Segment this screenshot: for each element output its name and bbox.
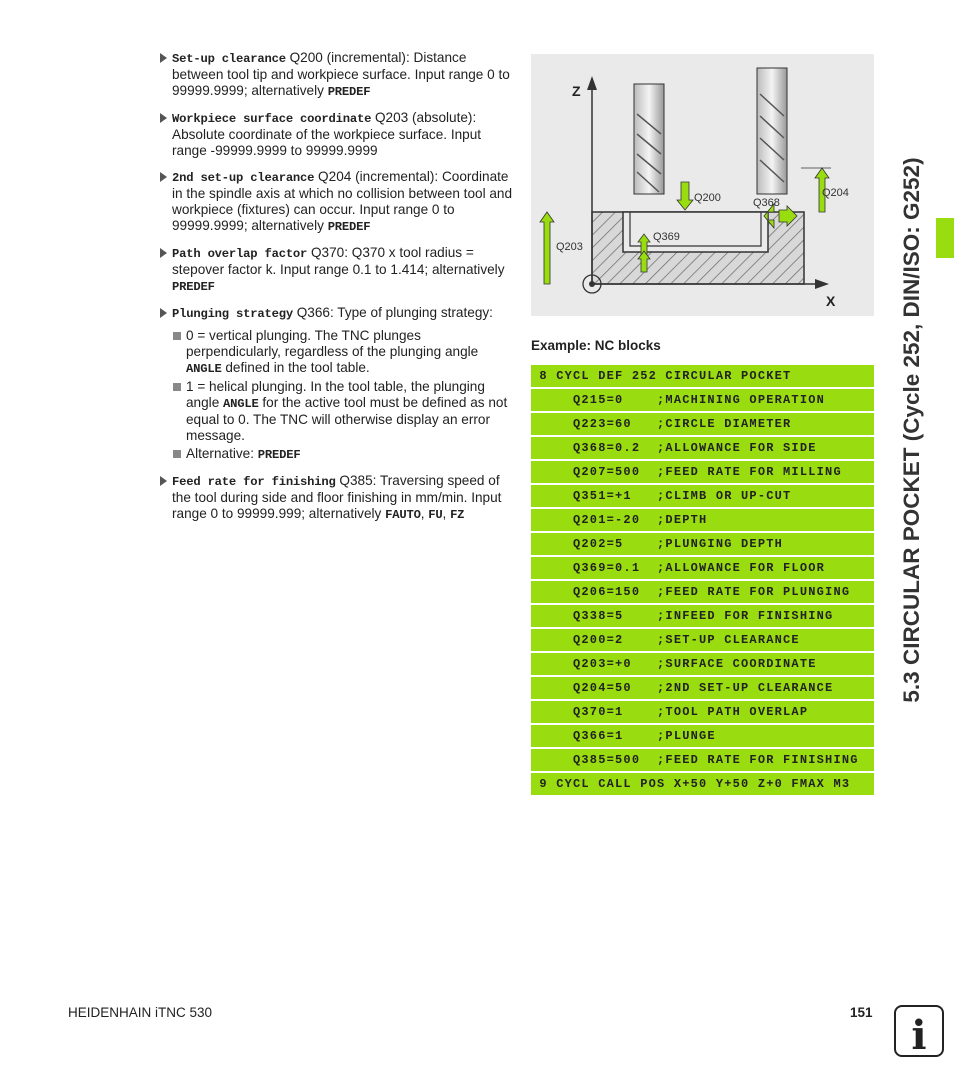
nc-row: 9 CYCL CALL POS X+50 Y+50 Z+0 FMAX M3 <box>531 773 874 795</box>
triangle-bullet-icon <box>160 308 167 318</box>
sub-item-vertical <box>160 328 516 377</box>
param-plunging-strategy <box>160 305 516 322</box>
label-q200: Q200 <box>694 192 721 204</box>
param-feed-finishing: Feed rate for finishing Q385: Traversing speed of the tool during side and floor finishing in mm/min. Input range 0 to 99999.999; alternatively FAUTO, FU, FZ <box>160 473 516 523</box>
nc-row: Q201=-20 ;DEPTH <box>531 509 874 531</box>
param-label: Plunging strategy <box>172 307 293 321</box>
param-path-overlap <box>160 245 516 295</box>
square-bullet-icon <box>173 383 181 391</box>
nc-row: Q338=5 ;INFEED FOR FINISHING <box>531 605 874 627</box>
footer-product: HEIDENHAIN iTNC 530 <box>68 1005 213 1020</box>
param-workpiece-surface <box>160 110 516 159</box>
param-code: PREDEF <box>327 85 371 99</box>
param-label: Path overlap factor <box>172 247 308 261</box>
nc-row: Q368=0.2 ;ALLOWANCE FOR SIDE <box>531 437 874 459</box>
z-axis-arrow-icon <box>587 76 597 90</box>
sub-text: 0 = vertical plunging. The TNC plunges perpendicularly, regardless of the plunging angle <box>186 328 479 359</box>
tool-left-shape <box>634 84 664 194</box>
label-q368: Q368 <box>753 197 780 209</box>
nc-row: Q366=1 ;PLUNGE <box>531 725 874 747</box>
sub-item-alternative <box>160 446 516 463</box>
nc-row: Q370=1 ;TOOL PATH OVERLAP <box>531 701 874 723</box>
sub-item-helical <box>160 379 516 444</box>
parameter-list <box>160 50 516 533</box>
triangle-bullet-icon <box>160 248 167 258</box>
param-text: Q204 (incremental): Coordinate in the spindle axis at which no collision between tool and workpiece (fixtures) can occur. Input range 0 to 99999.9999; alternatively <box>172 169 513 233</box>
info-letter: i <box>911 1012 927 1055</box>
arrow-q200-icon <box>677 182 693 210</box>
sub-code: ANGLE <box>186 362 222 376</box>
param-label: 2nd set-up clearance <box>172 171 315 185</box>
arrow-q203-icon <box>540 212 554 284</box>
param-text: Q370: Q370 x tool radius = stepover factor k. Input range 0.1 to 1.414; alternatively <box>172 245 505 277</box>
param-code: PREDEF <box>172 280 215 294</box>
nc-row: Q207=500 ;FEED RATE FOR MILLING <box>531 461 874 483</box>
pocket-diagram-svg <box>531 54 874 316</box>
param-label: Workpiece surface coordinate <box>172 112 372 126</box>
tool-right-shape <box>757 68 787 194</box>
z-axis-label: Z <box>572 83 581 99</box>
nc-row: Q206=150 ;FEED RATE FOR PLUNGING <box>531 581 874 603</box>
sub-text: for the active tool must be defined as not equal to 0. The TNC will otherwise display an error message. <box>186 395 508 443</box>
param-text: Q200 (incremental): Distance between tool tip and workpiece surface. Input range 0 to 99999.9999; alternatively <box>172 50 510 98</box>
param-text: Q385: Traversing speed of the tool during side and floor finishing in mm/min. Input range 0 to 99999.999; alternatively <box>172 473 502 521</box>
param-label: Set-up clearance <box>172 52 286 66</box>
nc-row: Q215=0 ;MACHINING OPERATION <box>531 389 874 411</box>
param-code: FZ <box>450 508 465 522</box>
param-text: Q366: Type of plunging strategy: <box>292 305 493 320</box>
param-code: PREDEF <box>327 220 371 234</box>
sub-text: Alternative: <box>186 446 258 461</box>
nc-row: 8 CYCL DEF 252 CIRCULAR POCKET <box>531 365 874 387</box>
page-number: 151 <box>850 1005 873 1020</box>
param-2nd-setup-clearance <box>160 169 516 235</box>
param-setup-clearance <box>160 50 516 100</box>
param-code: FAUTO <box>385 508 421 522</box>
label-q369: Q369 <box>653 231 680 243</box>
nc-row: Q385=500 ;FEED RATE FOR FINISHING <box>531 749 874 771</box>
datum-center-icon <box>589 281 595 287</box>
nc-row: Q223=60 ;CIRCLE DIAMETER <box>531 413 874 435</box>
chapter-title-text: 5.3 CIRCULAR POCKET (Cycle 252, DIN/ISO: G252) <box>899 157 924 703</box>
pocket-diagram <box>531 54 874 316</box>
nc-row: Q203=+0 ;SURFACE COORDINATE <box>531 653 874 675</box>
triangle-bullet-icon <box>160 113 167 123</box>
triangle-bullet-icon <box>160 172 167 182</box>
param-label: Feed rate for finishing <box>172 475 336 489</box>
sub-code: ANGLE <box>223 397 259 411</box>
x-axis-label: X <box>826 293 836 309</box>
nc-row: Q369=0.1 ;ALLOWANCE FOR FLOOR <box>531 557 874 579</box>
triangle-bullet-icon <box>160 53 167 63</box>
example-title: Example: NC blocks <box>531 338 661 353</box>
chapter-tab <box>936 218 954 258</box>
info-icon <box>894 1005 944 1057</box>
nc-block-list <box>531 365 874 797</box>
nc-row: Q204=50 ;2ND SET-UP CLEARANCE <box>531 677 874 699</box>
sub-text: 1 = helical plunging. In the tool table, the plunging angle <box>186 379 485 410</box>
label-q204: Q204 <box>822 187 849 199</box>
triangle-bullet-icon <box>160 476 167 486</box>
nc-row: Q351=+1 ;CLIMB OR UP-CUT <box>531 485 874 507</box>
chapter-title <box>899 157 936 703</box>
param-code: FU <box>428 508 443 522</box>
square-bullet-icon <box>173 332 181 340</box>
label-q203: Q203 <box>556 241 583 253</box>
nc-row: Q202=5 ;PLUNGING DEPTH <box>531 533 874 555</box>
info-glyph-icon <box>896 1007 942 1055</box>
sub-code: PREDEF <box>257 448 301 462</box>
param-text: Q203 (absolute): Absolute coordinate of the workpiece surface. Input range -99999.9999 to 99999.9999 <box>172 110 482 158</box>
sub-text: defined in the tool table. <box>221 360 370 375</box>
x-axis-arrow-icon <box>815 279 829 289</box>
nc-row: Q200=2 ;SET-UP CLEARANCE <box>531 629 874 651</box>
square-bullet-icon <box>173 450 181 458</box>
